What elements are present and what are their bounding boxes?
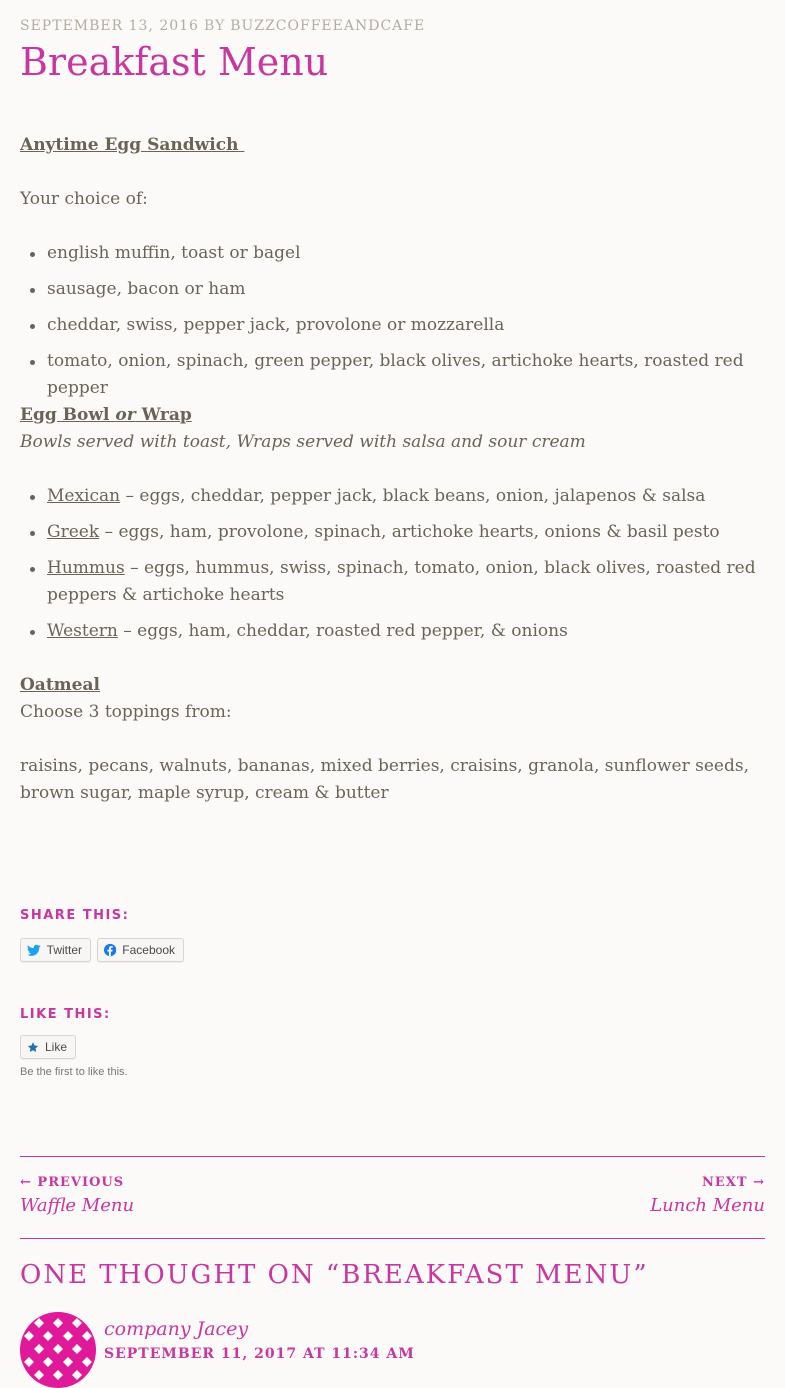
like-label: Like [44, 1040, 67, 1054]
bowl-heading: Egg Bowl or Wrap [20, 405, 192, 425]
oatmeal-toppings: raisins, pecans, walnuts, bananas, mixed berries, craisins, granola, sunflower seeds, brown sugar, maple syrup, cream & butter [20, 756, 749, 803]
list-item: sausage, bacon or ham [20, 276, 765, 303]
facebook-icon [104, 943, 116, 957]
bowl-name: Mexican [47, 486, 121, 506]
bowl-desc: – eggs, hummus, swiss, spinach, tomato, onion, black olives, roasted red peppers & artichoke hearts [47, 558, 756, 605]
post-date-link[interactable]: SEPTEMBER 13, 2016 [20, 18, 199, 34]
bowl-options-list [20, 483, 765, 645]
list-item: english muffin, toast or bagel [20, 240, 765, 267]
twitter-icon [27, 944, 41, 957]
twitter-label: Twitter [46, 943, 82, 957]
comment-date[interactable]: SEPTEMBER 11, 2017 AT 11:34 AM [104, 1346, 415, 1362]
list-item [20, 618, 765, 645]
nav-previous-label[interactable]: ← PREVIOUS [20, 1175, 125, 1190]
bowl-desc: – eggs, cheddar, pepper jack, black beans, onion, jalapenos & salsa [120, 486, 706, 506]
list-item [20, 555, 765, 609]
list-item: cheddar, swiss, pepper jack, provolone or mozzarella [20, 312, 765, 339]
star-icon [27, 1041, 39, 1054]
bowl-name: Hummus [47, 558, 125, 578]
post-meta [20, 18, 425, 34]
share-twitter-button[interactable] [20, 938, 91, 962]
avatar-pattern-icon [20, 1312, 96, 1388]
bowl-desc: – eggs, ham, cheddar, roasted red pepper, & onions [117, 621, 568, 641]
list-item: tomato, onion, spinach, green pepper, black olives, artichoke hearts, roasted red pepper [20, 348, 765, 402]
list-item [20, 483, 765, 510]
share-facebook-button[interactable] [97, 938, 184, 962]
facebook-label: Facebook [122, 943, 175, 957]
like-button[interactable] [20, 1035, 76, 1059]
like-first-text: Be the first to like this. [20, 1066, 128, 1078]
nav-bottom-divider [20, 1238, 765, 1239]
avatar[interactable] [20, 1312, 96, 1388]
post-by: BY [203, 18, 226, 34]
share-heading: SHARE THIS: [20, 908, 130, 923]
nav-next-link[interactable]: Lunch Menu [650, 1195, 765, 1216]
bowl-note: Bowls served with toast, Wraps served with salsa and sour cream [20, 432, 586, 452]
nav-next-label[interactable]: NEXT → [702, 1175, 765, 1190]
oatmeal-heading: Oatmeal [20, 675, 100, 695]
oatmeal-intro: Choose 3 toppings from: [20, 702, 232, 722]
sandwich-options-list [20, 240, 765, 402]
sandwich-heading: Anytime Egg Sandwich [20, 135, 239, 155]
bowl-name: Greek [47, 522, 100, 542]
list-item [20, 519, 765, 546]
bowl-desc: – eggs, ham, provolone, spinach, artichoke hearts, onions & basil pesto [99, 522, 720, 542]
comments-title: ONE THOUGHT ON “BREAKFAST MENU” [20, 1260, 649, 1290]
page-title: Breakfast Menu [20, 40, 329, 84]
post-author-link[interactable]: BUZZCOFFEEANDCAFE [230, 18, 426, 34]
nav-top-divider [20, 1156, 765, 1157]
comment-author[interactable]: company Jacey [104, 1318, 249, 1340]
like-heading: LIKE THIS: [20, 1007, 111, 1022]
sandwich-intro: Your choice of: [20, 189, 148, 209]
nav-previous-link[interactable]: Waffle Menu [20, 1195, 135, 1216]
bowl-name: Western [47, 621, 118, 641]
